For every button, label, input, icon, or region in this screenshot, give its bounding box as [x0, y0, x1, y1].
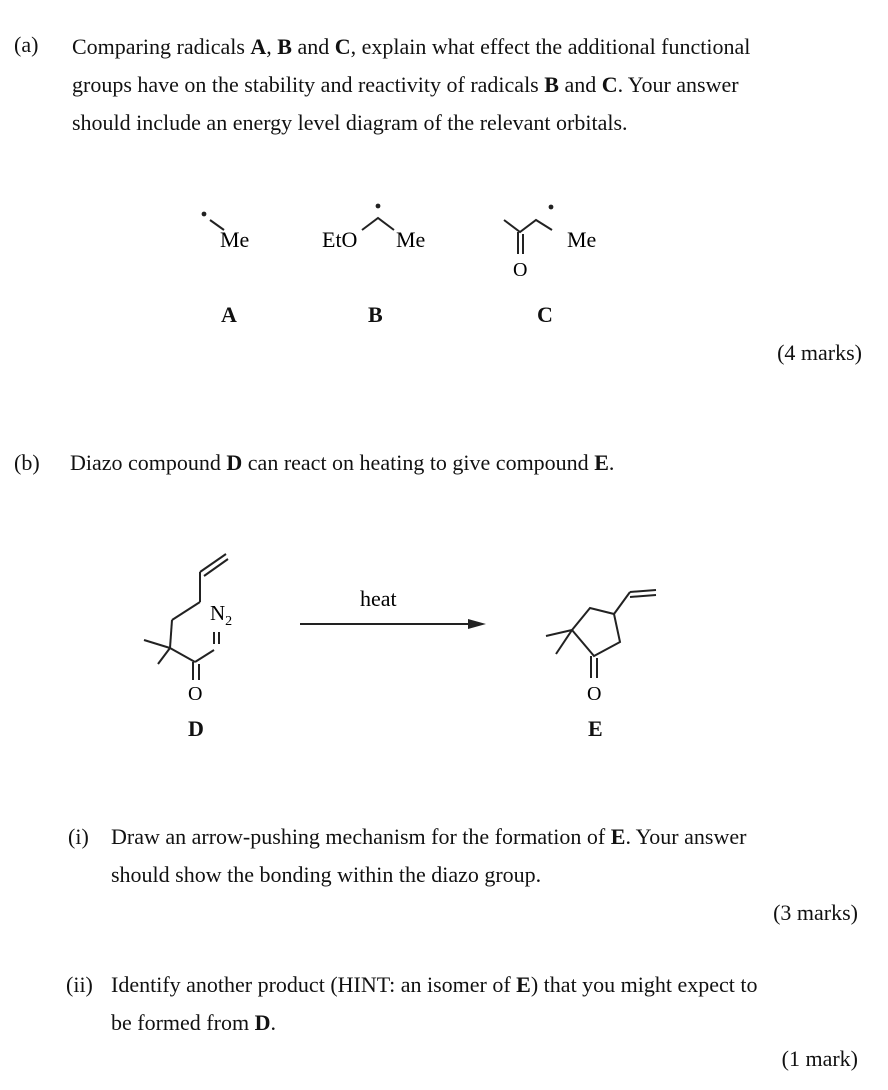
- bond: [172, 602, 200, 620]
- sub-ii-marks: (1 mark): [781, 1046, 858, 1071]
- bond: [362, 218, 394, 230]
- bond: [170, 648, 195, 662]
- bond: [195, 650, 214, 662]
- vinyl-bond: [630, 590, 656, 592]
- part-a-label: (a): [14, 32, 39, 57]
- sub-i-question: Draw an arrow-pushing mechanism for the formation of E. Your answer should show the bonding within the diazo group.: [111, 824, 747, 887]
- part-b-label: (b): [14, 450, 40, 475]
- methyl-bond: [144, 640, 170, 648]
- label-b: B: [368, 302, 383, 327]
- arrow-head: [468, 619, 486, 629]
- reaction-arrow: [300, 586, 486, 629]
- bond: [614, 592, 630, 614]
- sub-ii-label: (ii): [66, 972, 93, 997]
- label-d: D: [188, 716, 204, 741]
- radical-structures: [0, 190, 888, 290]
- part-a-line-1: Comparing radicals A, B and C, explain what effect the additional functional: [72, 34, 751, 59]
- part-b-question: Diazo compound D can react on heating to give compound E.: [70, 450, 615, 475]
- label-c: C: [537, 302, 553, 327]
- me-label: Me: [220, 227, 250, 252]
- compound-e-structure: [546, 590, 656, 705]
- heat-label: heat: [360, 586, 397, 611]
- oxygen-label: O: [513, 259, 528, 281]
- vinyl-bond: [630, 595, 656, 597]
- sub-ii-question: Identify another product (HINT: an isomer of E) that you might expect to be formed from D.: [111, 972, 758, 1035]
- radical-dot: [202, 212, 207, 217]
- radical-c-structure: [504, 205, 596, 281]
- sub-i-label: (i): [68, 824, 89, 849]
- sub-i-marks: (3 marks): [773, 900, 858, 925]
- part-a-line-3: should include an energy level diagram of the relevant orbitals.: [72, 110, 628, 135]
- oxygen-label: O: [587, 683, 602, 705]
- radical-a-structure: [202, 212, 250, 252]
- methyl-bond: [158, 648, 170, 664]
- eto-label: EtO: [322, 227, 358, 252]
- bond: [170, 620, 172, 648]
- label-a: A: [221, 302, 237, 327]
- label-e: E: [588, 716, 603, 741]
- part-a-marks: (4 marks): [777, 340, 862, 365]
- radical-dot: [376, 204, 381, 209]
- me-label: Me: [567, 227, 597, 252]
- reaction-scheme: [0, 540, 888, 710]
- bond: [504, 220, 552, 232]
- part-a-question: [72, 28, 862, 142]
- n2-label: $N_2$: [210, 601, 233, 629]
- ring-bonds: [572, 608, 620, 656]
- part-a-line-2: groups have on the stability and reactivity of radicals B and C. Your answer: [72, 72, 739, 97]
- radical-dot: [549, 205, 554, 210]
- me-label: Me: [396, 227, 426, 252]
- oxygen-label: O: [188, 683, 203, 705]
- radical-b-structure: [322, 204, 425, 252]
- compound-d-structure: [144, 554, 232, 705]
